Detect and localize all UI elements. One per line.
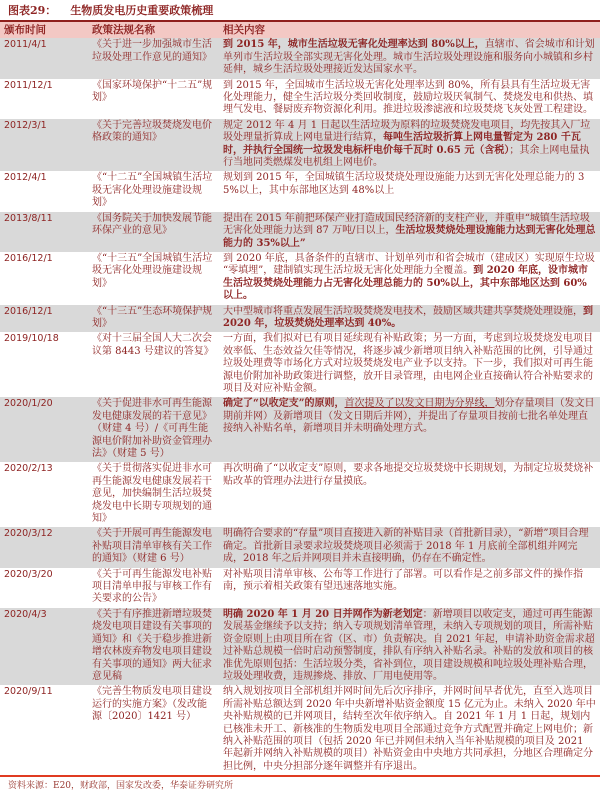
policy-name: 《关于可再生能源发电补贴项目清单申报与审核工作有关要求的公告》 <box>92 568 212 605</box>
policy-name: 《国家环境保护“十二五”规划》 <box>92 79 213 104</box>
policy-content <box>219 305 600 333</box>
policy-date: 2020/1/20 <box>4 398 53 410</box>
policy-name: 《“十三五”生态环境保护规划》 <box>92 305 213 329</box>
header-publish-date: 颁布时间 <box>0 22 88 38</box>
policy-content <box>219 608 600 685</box>
policy-name: 《国务院关于加快发展节能环保产业的意见》 <box>92 212 212 237</box>
table-row <box>0 568 600 608</box>
header-row <box>0 22 600 38</box>
table-row <box>0 332 600 397</box>
policy-name: 《“十二五”全国城镇生活垃圾无害化处理设施建设规划》 <box>92 172 213 209</box>
policy-table <box>0 22 600 775</box>
policy-name: 《关于贯彻落实促进非水可再生能源发电健康发展若干意见，加快编制生活垃圾焚烧发电中长期专项规划的通知》 <box>92 463 212 525</box>
content-segment: 每吨生活垃圾折算上网电量暂定为 280 千瓦时，并执行全国统一垃圾发电标杆电价每千瓦时 0.65 元（含税） <box>223 132 581 156</box>
policy-content <box>219 119 600 172</box>
source-note: 资料来源：E20，财政部，国家发改委，华泰证券研究所 <box>8 781 234 792</box>
content-segment: 到 2020 年底，具备条件的直辖市、计划单列市和省会城市（建成区）实现原生垃圾“零填埋”，建制镇实现生活垃圾无害化处理能力全覆盖。 <box>223 252 595 277</box>
figure-number-label: 图表29： <box>8 4 57 17</box>
content-segment: 确定了“以收定支”的原则， <box>223 398 345 410</box>
content-segment: 提出在 2015 年前把环保产业打造成国民经济新的支柱产业，并重申“城镇生活垃圾无害化处理能力达到 87 万吨/日以上， <box>223 212 590 237</box>
policy-date: 2011/12/1 <box>4 79 53 91</box>
header-policy-name: 政策法规名称 <box>88 22 219 38</box>
policy-date: 2020/2/13 <box>4 463 53 475</box>
policy-table-header <box>0 22 600 38</box>
content-segment: 纳入规划按项目全部机组并网时间先后次序排序，并网时间早者优先，直至入选项目所需补贴总额达到 2020 年中央新增补贴资金额度 15 亿元为止。未纳入 2020 年中央补贴规模的已并网项目，结转至次年依序纳入。自 2021 年 1 月 1 日起，规划内已核准未开工、新核准的生物质发电项目全部通过竞争方式配置并确定上网电价；新纳入补贴范围的项目（包括 2020 年已并网但未纳入当年补贴规模的项目及 2021 年起新并网纳入补贴规模的项目）补贴资金由中央地方共同承担，分地区合理确定分担比例，中央分担部分逐年调整并有序退出。 <box>223 686 596 772</box>
table-row <box>0 305 600 333</box>
policy-date: 2011/4/1 <box>4 39 47 51</box>
policy-date: 2013/8/11 <box>4 212 53 224</box>
policy-content <box>219 332 600 397</box>
policy-date: 2020/9/11 <box>4 686 53 698</box>
table-row <box>0 79 600 119</box>
table-row <box>0 397 600 462</box>
table-row <box>0 212 600 252</box>
policy-content <box>219 462 600 527</box>
table-row <box>0 685 600 775</box>
content-segment: 直辖市、省会城市和计划单列市生活垃圾全部实现无害化处理。城市生活垃圾处理设施和服务向小城镇和乡村延伸，城乡生活垃圾处理接近发达国家水平。 <box>223 39 595 76</box>
figure-title: 生物质发电历史重要政策梳理 <box>70 4 214 17</box>
policy-date: 2016/12/1 <box>4 305 53 317</box>
content-segment: 再次明确了“以收定支”原则，要求各地提交垃圾焚烧中长期规划，为制定垃圾焚烧补贴改革的管理办法进行存量摸底。 <box>223 463 594 487</box>
policy-name: 《关于开展可再生能源发电补贴项目清单审核有关工作的通知》（财建 6 号） <box>92 528 212 565</box>
policy-content <box>219 212 600 252</box>
policy-content <box>219 527 600 567</box>
policy-content <box>219 568 600 608</box>
policy-content <box>219 397 600 462</box>
content-segment: 明确符合要求的“存量”项目直接进入新的补贴目录（首批新目录），“新增”项目合理确定。首批新目录要求垃圾焚烧项目必须需于 2018 年 1 月底前全部机组并网完成，2018 年之后并网项目并未直接明确，仍存在不确定性。 <box>223 528 589 565</box>
policy-date: 2020/3/20 <box>4 568 53 580</box>
content-segment: 到 2015 年，全国城市生活垃圾无害化处理率达到 80%，所有县具有生活垃圾无害化处理能力，健全生活垃圾分类回收制度，鼓励垃圾厌氧制气、焚烧发电和供热、填埋气发电、餐厨废弃物资源化利用。推进垃圾渗滤液和垃圾焚烧飞灰处置工程建设。 <box>223 79 593 116</box>
content-segment: 到 2020 年，垃圾焚烧处理率达到 40%。 <box>223 305 593 329</box>
content-segment: 规定 2012 年 4 月 1 日起以生活垃圾为原料的垃圾焚烧发电项目，均先按其入厂垃圾处理量折算成上网电量进行结算， <box>223 119 591 144</box>
content-segment: 生活垃圾焚烧处理设施能力达到无害化处理总能力的 35%以上” <box>223 225 596 249</box>
policy-name: 《“十三五”全国城镇生活垃圾无害化处理设施建设规划》 <box>92 252 213 289</box>
policy-content <box>219 685 600 775</box>
policy-date: 2019/10/18 <box>4 333 59 345</box>
policy-content <box>219 38 600 78</box>
content-segment: ；其余上网电量执行当地同类燃煤发电机组上网电价。 <box>223 144 590 169</box>
content-segment: 一方面，我们拟对已有项目延续现有补贴政策；另一方面，考虑到垃圾焚烧发电项目效率低、生态效益欠佳等情况，将逐步减少新增项目纳入补贴范围的比例，引导通过垃圾处理费等市场化方式对垃圾焚烧发电产业予以支持。下一步，我们拟对可再生能源电价附加补助政策进行调整，放开目录管理，由电网企业直接确认符合补贴要求的项目及对应补贴金额。 <box>223 333 593 394</box>
table-row <box>0 38 600 78</box>
policy-name: 《关于完善垃圾焚烧发电价格政策的通知》 <box>92 119 212 144</box>
content-segment: 对补贴项目清单审核、公布等工作进行了部署。可以看作是之前多部文件的操作指南，预示着相关政策有望迅速落地实施。 <box>223 568 583 593</box>
content-segment: 规划到 2015 年，全国城镇生活垃圾焚烧处理设施能力达到无害化处理总能力的 35%以上，其中东部地区达到 48%以上 <box>223 172 585 196</box>
table-row <box>0 608 600 685</box>
policy-date: 2020/4/3 <box>4 608 47 620</box>
table-row <box>0 527 600 567</box>
table-row <box>0 252 600 305</box>
policy-date: 2020/3/12 <box>4 528 53 540</box>
policy-content <box>219 252 600 305</box>
content-segment: 到 2020 年底，设市城市生活垃圾焚烧处理能力占无害化处理总能力的 50%以上，其中东部地区达到 60%以上。 <box>223 265 589 302</box>
content-segment: 划分存量项目（发文日期前并网）及新增项目（发文日期后并网），并提出了存量项目按前七批名单处理直接纳入补贴名单，新增项目并未明确处理方式。 <box>223 398 595 435</box>
policy-content <box>219 171 600 211</box>
policy-name: 《关于有序推进新增垃圾焚烧发电项目建设有关事项的通知》和《关于稳步推进新增农林废弃物发电项目建设有关事项的通知》两大征求意见稿 <box>92 608 212 682</box>
policy-date: 2012/3/1 <box>4 119 47 131</box>
policy-name: 《对十三届全国人大二次会议第 8443 号建议的答复》 <box>92 333 214 357</box>
content-segment: 大中型城市将重点发展生活垃圾焚烧发电技术，鼓励区域共建共享焚烧处理设施， <box>223 305 583 317</box>
table-row <box>0 171 600 211</box>
policy-date: 2012/4/1 <box>4 172 47 184</box>
policy-content <box>219 79 600 119</box>
policy-name: 《完善生物质发电项目建设运行的实施方案》（发改能源〔2020〕1421 号） <box>92 686 212 723</box>
content-segment: 首次提及了以发文日期为分界线， <box>344 398 495 410</box>
content-segment: 明确 2020 年 1 月 20 日并网作为新老划定 <box>223 608 423 620</box>
policy-table-body <box>0 38 600 775</box>
header-related-content: 相关内容 <box>219 22 600 38</box>
figure-title-row <box>0 0 600 19</box>
table-row <box>0 462 600 527</box>
policy-date: 2016/12/1 <box>4 252 53 264</box>
policy-name: 《关于促进非水可再生能源发电健康发展的若干意见》（财建 4 号）/《可再生能源电价附加补助资金管理办法》（财建 5 号） <box>92 398 212 459</box>
content-segment: ：新增项目以收定支，通过可再生能源发展基金继续予以支持；纳入专项规划清单管理，未纳入专项规划的项目，所需补贴资金原则上由项目所在省（区、市）负责解决。自 2021 年起，申请补助资金需求超过补贴总规模一倍时启动预警制度，排队有序纳入补贴名录。补贴的发放和项目的核准优先原则包括：生活垃圾分类，省补到位，项目建设规模和吨垃圾处理补贴合理，垃圾处理收费，违规掺烧、排放、厂用电使用等。 <box>223 608 595 682</box>
policy-name: 《关于进一步加强城市生活垃圾处理工作意见的通知》 <box>92 39 212 63</box>
table-row <box>0 119 600 172</box>
content-segment: 到 2015 年，城市生活垃圾无害化处理率达到 80%以上， <box>223 39 485 51</box>
